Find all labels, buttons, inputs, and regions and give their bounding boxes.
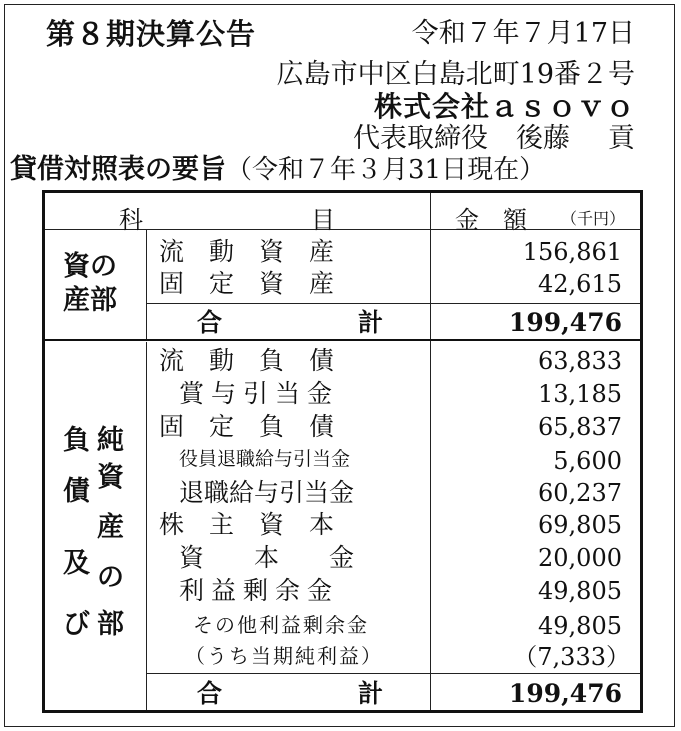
liab-row-label: 資 本 金 <box>179 543 355 572</box>
amount-column-header: 金 額 <box>455 206 527 234</box>
liab-section-char: 純 <box>97 425 124 456</box>
assets-total-rule <box>146 303 640 304</box>
statement-as-of: （令和７年３月31日現在） <box>226 155 546 185</box>
balance-sheet-table <box>42 190 643 713</box>
liab-total-label-right: 計 <box>358 679 384 708</box>
liab-section-char: 債 <box>63 476 90 507</box>
liab-row-value: 5,600 <box>553 447 622 475</box>
liab-section-char: 部 <box>97 609 124 640</box>
liab-row-label: 役員退職給与引当金 <box>179 448 351 470</box>
item-column-header: 科 目 <box>119 206 335 234</box>
amount-unit: （千円） <box>561 209 626 228</box>
notice-date: 令和７年７月17日 <box>411 18 635 49</box>
assets-section-divider <box>146 229 147 340</box>
liab-section-char: 負 <box>63 425 90 456</box>
liab-row-label: 退職給与引当金 <box>179 478 355 507</box>
liab-total-value: 199,476 <box>508 679 622 708</box>
representative <box>353 125 635 152</box>
notice-title: 第８期決算公告 <box>46 17 257 51</box>
liab-row-value: 65,837 <box>538 413 622 441</box>
assets-row-value: 156,861 <box>522 238 622 266</box>
liab-row-value: 69,805 <box>538 511 622 539</box>
liabilities-section-divider <box>146 342 147 710</box>
liab-row-value: （7,333） <box>513 643 630 671</box>
liab-section-char: 資 <box>97 462 124 493</box>
statement-title-text: 貸借対照表の要旨 <box>10 154 226 185</box>
liab-row-value: 63,833 <box>538 347 622 375</box>
representative-surname: 後藤 <box>516 123 570 154</box>
representative-title: 代表取締役 <box>353 123 488 154</box>
assets-end-rule <box>45 339 640 341</box>
liabilities-total-rule <box>146 673 640 674</box>
liab-row-label: 賞与引当金 <box>179 379 340 408</box>
liab-row-value: 13,185 <box>538 380 622 408</box>
statement-title <box>10 156 545 183</box>
assets-total-label-left: 合 <box>197 308 223 337</box>
liab-section-char: 産 <box>97 512 124 543</box>
liab-row-label: その他利益剰余金 <box>193 613 369 637</box>
liab-row-value: 49,805 <box>538 612 622 640</box>
liab-row-value: 20,000 <box>538 544 622 572</box>
liab-row-label: 固 定 負 債 <box>159 412 335 441</box>
amount-column-divider <box>430 193 431 710</box>
representative-given-name: 貢 <box>608 123 635 154</box>
assets-row-value: 42,615 <box>538 270 622 298</box>
liab-row-label: （うち当期純利益） <box>185 644 383 668</box>
liab-row-label: 利益剰余金 <box>179 576 340 605</box>
assets-row-label: 流 動 資 産 <box>159 237 335 266</box>
assets-row-label: 固 定 資 産 <box>159 269 335 298</box>
assets-section-label-line1: 資の <box>63 251 117 282</box>
company-address: 広島市中区白島北町19番２号 <box>276 59 635 90</box>
liab-section-char: の <box>97 562 124 593</box>
liab-row-label: 流 動 負 債 <box>159 346 335 375</box>
assets-section-label-line2: 産部 <box>63 285 117 316</box>
liab-section-char: び <box>63 609 90 640</box>
liab-row-value: 49,805 <box>538 577 622 605</box>
company-name: 株式会社ａｓｏｖｏ <box>373 90 635 123</box>
liab-row-value: 60,237 <box>538 479 622 507</box>
assets-total-value: 199,476 <box>508 308 622 337</box>
assets-total-label-right: 計 <box>358 308 384 337</box>
liab-row-label: 株 主 資 本 <box>159 510 335 539</box>
liab-total-label-left: 合 <box>197 679 223 708</box>
liab-section-char: 及 <box>63 548 90 579</box>
